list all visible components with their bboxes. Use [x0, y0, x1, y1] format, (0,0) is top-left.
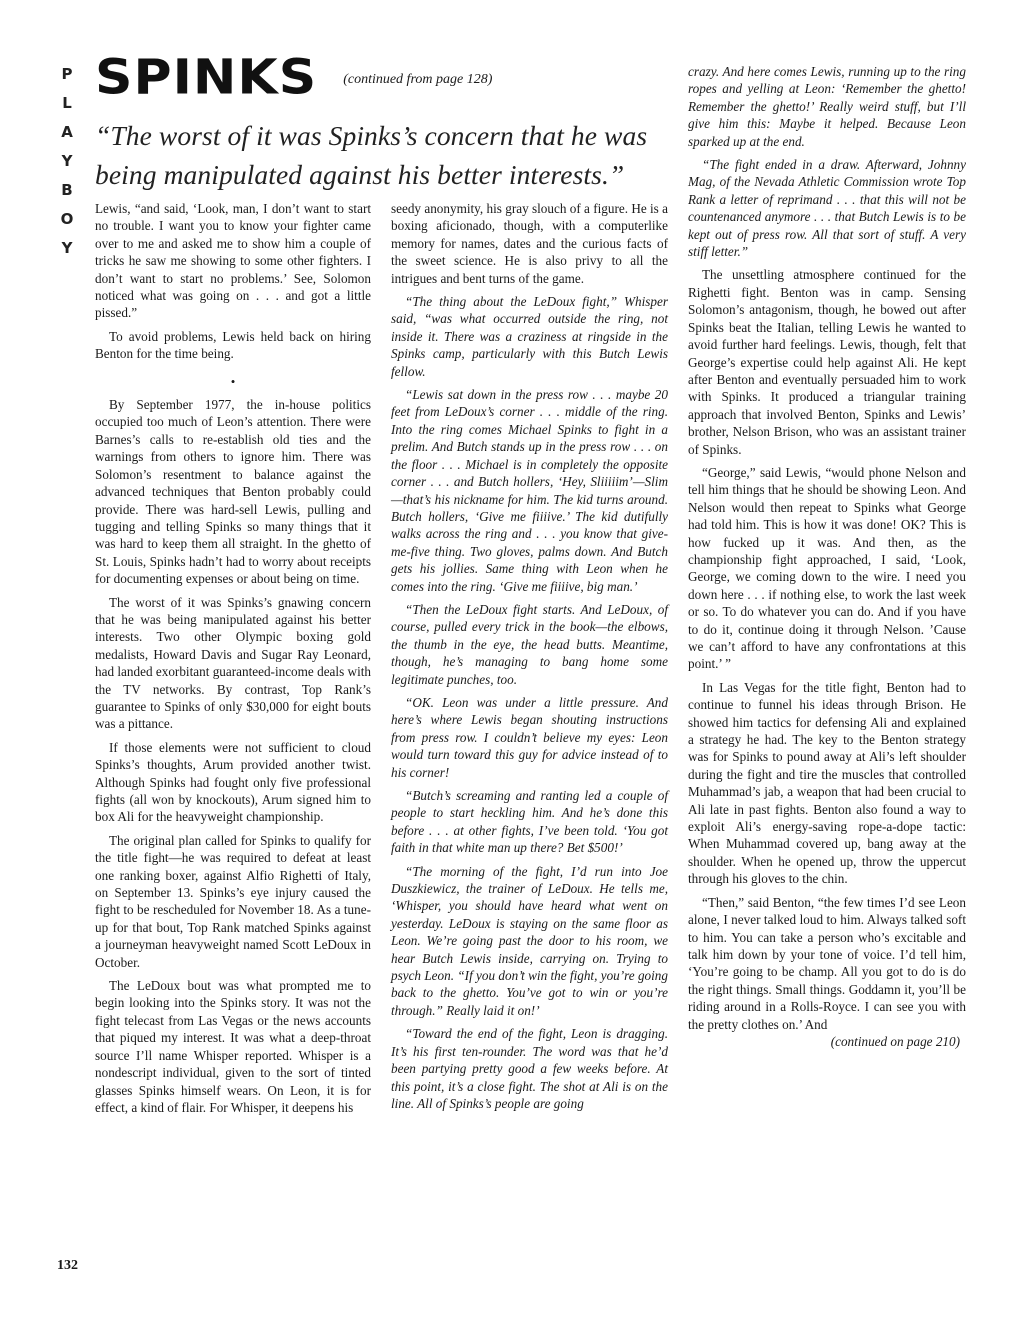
- side-letter: Y: [61, 152, 73, 170]
- magazine-side-label: [60, 60, 74, 263]
- side-letter: P: [61, 65, 73, 83]
- paragraph: By September 1977, the in-house politics occupied too much of Leon’s attention. There were Barnes’s calls to re-establish old ties and the warnings from others to ignore him. There was Solomon’s resentment to balance against the advanced techniques that Benton probably could provide. There was hard-sell Lewis, pulling and tugging and telling Spinks so many things that it was hard to keep them all straight. In the ghetto of St. Louis, Spinks hadn’t had to worry about receipts for documenting expenses or about being on time.: [95, 397, 371, 587]
- paragraph: Lewis, “and said, ‘Look, man, I don’t want to start no trouble. I want you to know your fighter came over to me and asked me to show him a couple of tricks he saw me showing to some other fighters. I don’t want to start no problems.’ See, Solomon noticed what was going on . . . and got a little pissed.”: [95, 201, 371, 321]
- paragraph: “Butch’s screaming and ranting led a couple of people to start heckling him. And he’s done this before . . . at other fights, I’ve been told. ‘You got faith in that white man up there? Bet $500!’: [391, 788, 668, 856]
- paragraph: “George,” said Lewis, “would phone Nelson and tell him things that he should be showing Leon. And Nelson would then repeat to Spinks what George had told him. This is how it was done! OK? This is how fucked up it was. And then, as the championship fight approached, I said, ‘Look, George, we coming down to the wire. I need you down here . . . if nothing else, to work the last week or so. To do whatever you can do. And if you have to do it, continue doing it through Nelson. ’Cause we can’t afford to have any confrontations at this point.’ ”: [688, 464, 966, 672]
- paragraph: “The morning of the fight, I’d run into Joe Duszkiewicz, the trainer of LeDoux. He tells me, ‘Whisper, you should have heard what went on yesterday. LeDoux is staying on the same floor as Leon. We’re going past the door to his room, we hear Butch Lewis inside, carrying on. Trying to psych Leon. “If you don’t win the fight, you’re going back to the ghetto. You’ve got to win or you’re through.” Really laid it on!’: [391, 863, 668, 1018]
- text-column-1: [95, 200, 371, 1122]
- paragraph: “OK. Leon was under a little pressure. And here’s where Lewis began shouting instructions from press row. I couldn’t believe my eyes: Leon would turn toward this guy for advice instead of to his corner!: [391, 694, 668, 780]
- paragraph: The original plan called for Spinks to qualify for the title fight—he was required to defeat at least one ranking boxer, against Alfio Righetti of Italy, on September 13. Spinks’s eye injury caused the fight to be rescheduled for November 18. As a tune-up for that bout, Top Rank matched Spinks against a journeyman heavyweight named Scott LeDoux in October.: [95, 832, 371, 970]
- paragraph: The unsettling atmosphere continued for the Righetti fight. Benton was in camp. Sensing Solomon’s antagonism, though, he bowed out after Spinks beat the Italian, telling Lewis he wanted to avoid further hard feelings. Lewis, though, felt that George’s expertise could help against Ali. He kept after Benton and eventually persuaded him to work with Spinks. It produced a triangular training approach that involved Benton, Spinks and Lewis’ brother, Nelson Brison, who was an assistant trainer of Spinks.: [688, 267, 966, 457]
- paragraph: If those elements were not sufficient to cloud Spinks’s thoughts, Arum provided another twist. Although Spinks had fought only five professional fights (all won by knockouts), Arum signed him to box Ali for the heavyweight championship.: [95, 739, 371, 825]
- side-letter: A: [61, 123, 73, 141]
- text-column-2: [391, 200, 668, 1118]
- text-column-3: [688, 63, 966, 1050]
- paragraph: “The fight ended in a draw. Afterward, Johnny Mag, of the Nevada Athletic Commission wrote Top Rank a letter of reprimand . . . that this will not be countenanced anymore . . . that Butch Lewis is to be kept out of press row. All that sort of stuff. A very stiff letter.”: [688, 157, 966, 260]
- paragraph: In Las Vegas for the title fight, Benton had to continue to funnel his ideas through Brison. He showed him tactics for defensing Ali and explained a strategy he had. The key to the Benton strategy was for Spinks to pound away at Ali’s left shoulder during the fight and tire the muscles that controlled Muhammad’s jab, a weapon that had been crucial to Ali late in past fights. Benton also found a way to exploit Ali’s energy-saving rope-a-dope tactic: When Muhammad covered up, bang away at the shoulder. When he opened up, throw the uppercut through his gloves to the chin.: [688, 679, 966, 887]
- article-header: [95, 50, 685, 194]
- side-letter: O: [60, 210, 74, 228]
- paragraph: “Then,” said Benton, “the few times I’d see Leon alone, I never talked loud to him. Always talked soft to him. You can take a person who’s excitable and talk him down by your tone of voice. I’d tell him, ‘You’re going to be champ. All you got to do is do the right things. Small things. Goddamn it, you’ll be riding around in a Rolls-Royce. I can see you with the pretty clothes on.’ And: [688, 894, 966, 1032]
- paragraph: “Toward the end of the fight, Leon is dragging. It’s his first ten-rounder. The word was that he’d been partying pretty good a few weeks before. At this point, it’s a close fight. The shot at Ali is on the line. All of Spinks’s people are going: [391, 1026, 668, 1111]
- paragraph: The LeDoux bout was what prompted me to begin looking into the Spinks story. It was not the fight telecast from Las Vegas or the news accounts that piqued my interest. It was what a deep-throat source I’ll name Whisper reported. Whisper is a nondescript individual, given to the sort of tinted glasses Spinks himself wears. On Leon, it is for effect, a kind of flair. For Whisper, it deepens his: [95, 978, 371, 1115]
- section-separator: •: [230, 373, 236, 389]
- page-number: 132: [57, 1258, 78, 1273]
- pull-quote: “The worst of it was Spinks’s concern that he was being manipulated against his better interests.”: [95, 120, 648, 190]
- article-title: SPINKS: [95, 50, 318, 106]
- paragraph: crazy. And here comes Lewis, running up to the ring ropes and yelling at Leon: ‘Remember the ghetto! Remember the ghetto!’ Really weird stuff, but I’ll give him this: Maybe it helped. Because Leon sparked up at the end.: [688, 64, 966, 149]
- paragraph: seedy anonymity, his gray slouch of a figure. He is a boxing aficionado, though, with a computerlike memory for names, dates and the curious facts of the sweet science. He is also privy to all the intrigues and bent turns of the game.: [391, 201, 668, 286]
- continued-from-note: (continued from page 128): [343, 72, 493, 87]
- paragraph: The worst of it was Spinks’s gnawing concern that he was being manipulated against his better interests. Two other Olympic boxing gold medalists, Howard Davis and Sugar Ray Leonard, had landed exorbitant guaranteed-income deals with the TV networks. By contrast, Top Rank’s guarantee to Spinks of only $30,000 for eight bouts was a pittance.: [95, 594, 371, 732]
- side-letter: B: [61, 181, 73, 199]
- paragraph: “The thing about the LeDoux fight,” Whisper said, “was what occurred outside the ring, not inside it. There was a craziness at ringside in the Spinks camp, particularly with this Butch Lewis fellow.: [391, 294, 668, 379]
- paragraph: To avoid problems, Lewis held back on hiring Benton for the time being.: [95, 328, 371, 362]
- side-letter: Y: [61, 239, 73, 257]
- paragraph: “Lewis sat down in the press row . . . maybe 20 feet from LeDoux’s corner . . . middle of the ring. Into the ring comes Michael Spinks to fight in a prelim. And Butch stands up in the press row . . . on the floor . . . Michael is in completely the opposite corner . . . and Butch hollers, ‘Hey, Sliiiiim’—Slim—that’s his nickname for him. The kid turns around. Butch hollers, ‘Give me fiiiive.’ The kid dutifully walks across the ring and . . . you know that give-me-five thing. Two gloves, palms down. And Butch gets his jollies. Same thing with Leon when he comes into the ring. ‘Give me fiiiive, big man.’: [391, 387, 668, 594]
- paragraph: “Then the LeDoux fight starts. And LeDoux, of course, pulled every trick in the book—the elbows, the thumb in the eye, the head butts. Meantime, though, he’s managing to bang home some legitimate punches, too.: [391, 601, 668, 687]
- continued-on-note: (continued on page 210): [830, 1033, 960, 1049]
- side-letter: L: [62, 94, 72, 112]
